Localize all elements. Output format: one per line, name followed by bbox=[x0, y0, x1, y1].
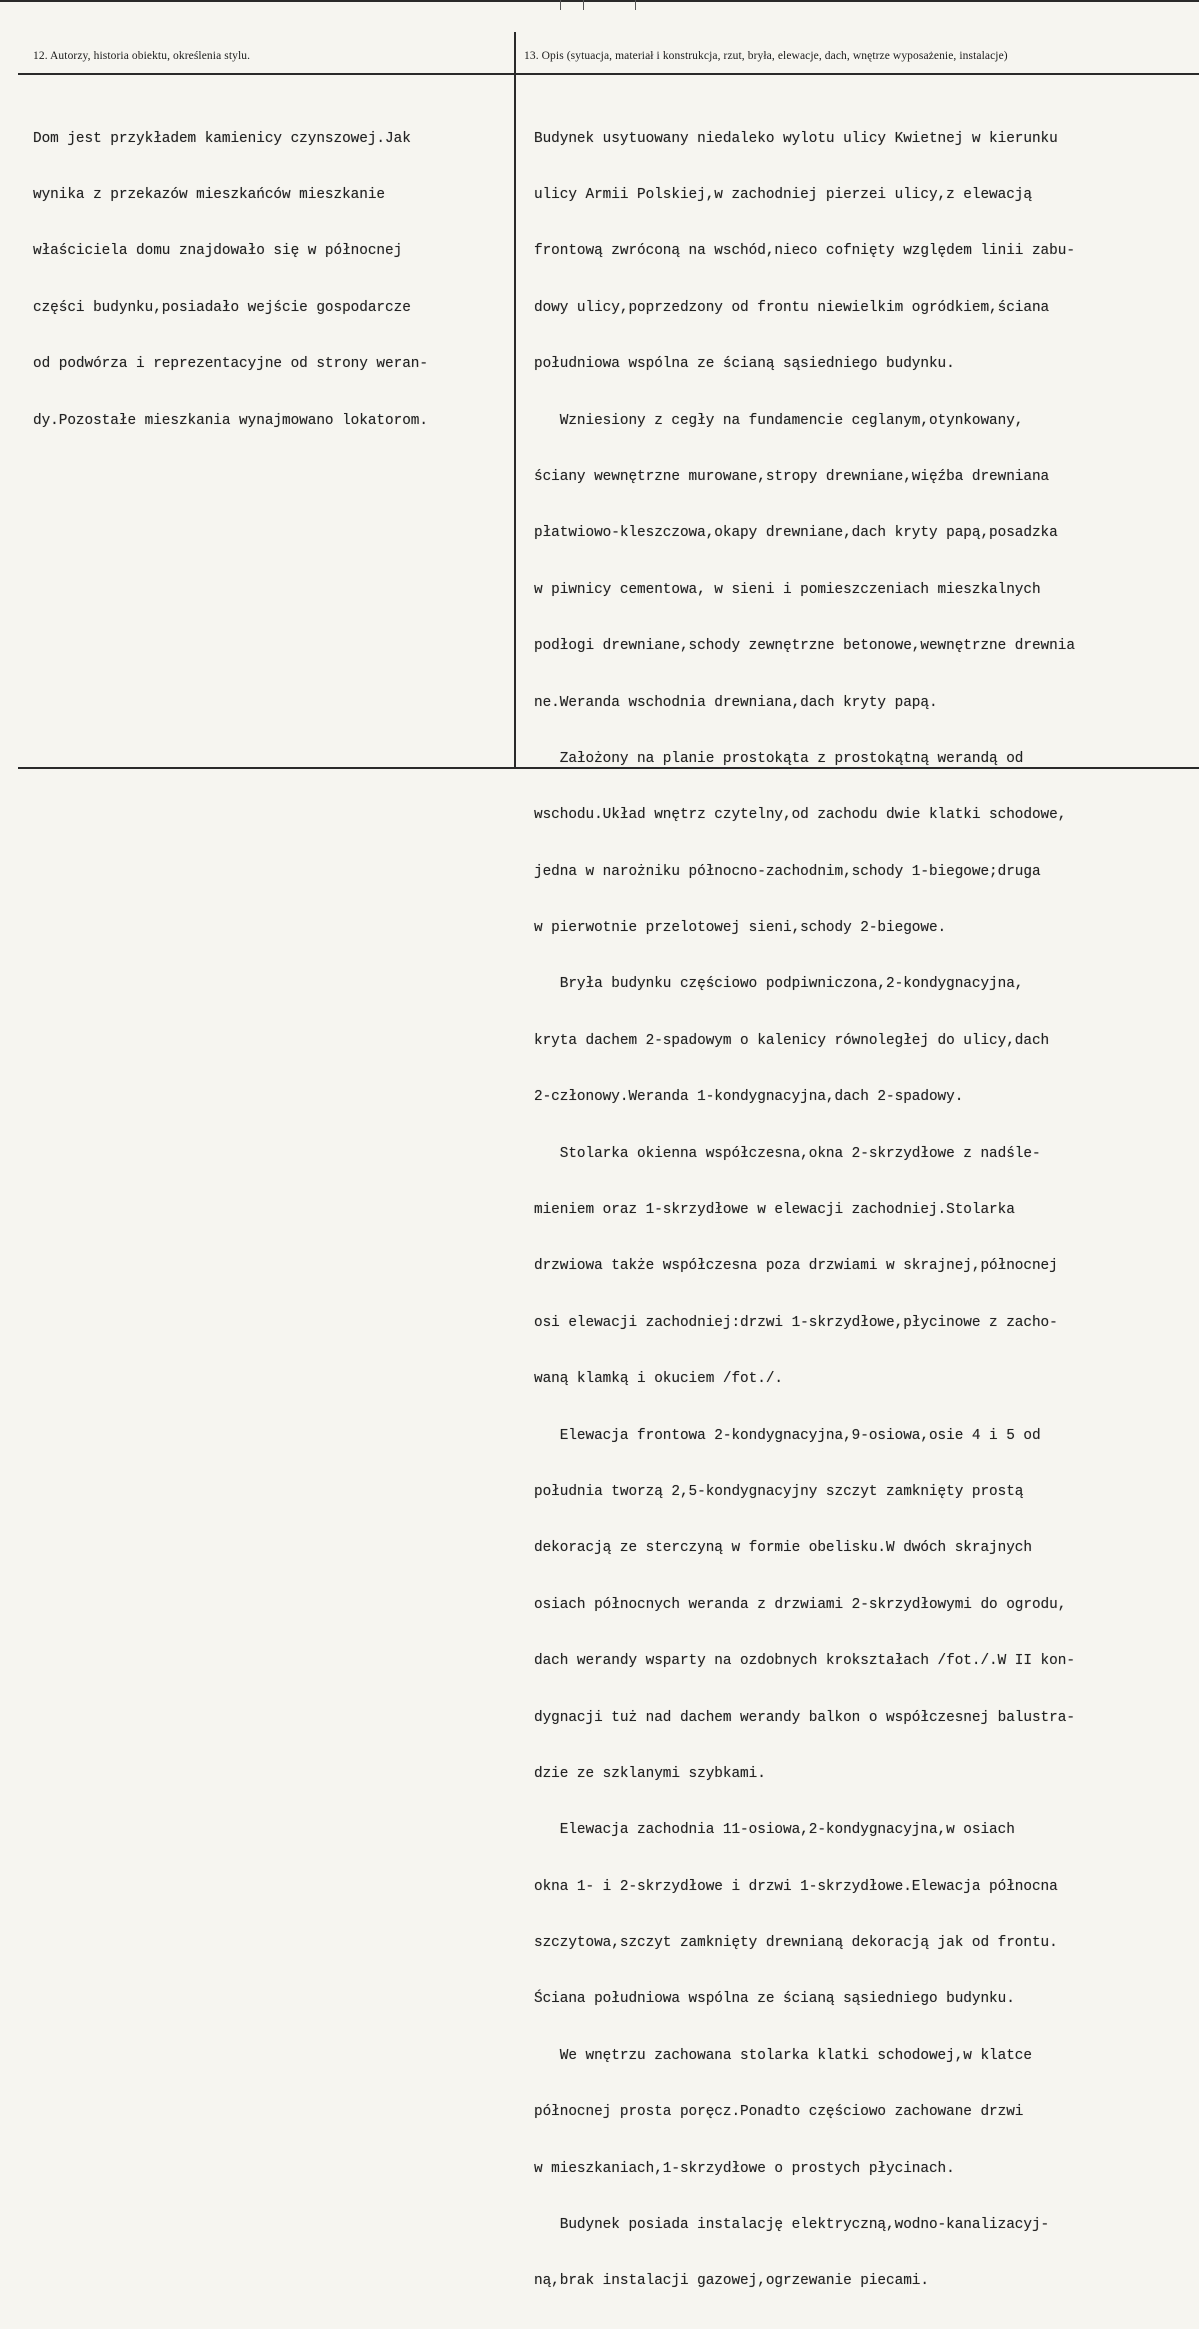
text-line: części budynku,posiadało wejście gospodarcze bbox=[33, 299, 411, 316]
header-divider-line bbox=[18, 73, 1199, 75]
section-13-header: 13. Opis (sytuacja, materiał i konstrukcja, rzut, bryła, elewacje, dach, wnętrze wyposażenie, instalacje) bbox=[524, 50, 1008, 62]
text-line: ną,brak instalacji gazowej,ogrzewanie piecami. bbox=[534, 2273, 929, 2290]
text-line: osiach północnych weranda z drzwiami 2-skrzydłowymi do ogrodu, bbox=[534, 1596, 1067, 1613]
text-line: drzwiowa także współczesna poza drzwiami w skrajnej,północnej bbox=[534, 1258, 1058, 1275]
text-line: We wnętrzu zachowana stolarka klatki schodowej,w klatce bbox=[534, 2047, 1032, 2064]
text-line: osi elewacji zachodniej:drzwi 1-skrzydłowe,płycinowe z zacho- bbox=[534, 1314, 1058, 1331]
text-line: Dom jest przykładem kamienicy czynszowej.Jak bbox=[33, 130, 411, 147]
text-line: waną klamką i okuciem /fot./. bbox=[534, 1371, 783, 1388]
section-13-typed-text bbox=[534, 92, 1075, 2329]
text-line: dach werandy wsparty na ozdobnych krokształach /fot./.W II kon- bbox=[534, 1653, 1075, 1670]
text-line: okna 1- i 2-skrzydłowe i drzwi 1-skrzydłowe.Elewacja północna bbox=[534, 1878, 1058, 1895]
text-line: Elewacja frontowa 2-kondygnacyjna,9-osiowa,osie 4 i 5 od bbox=[534, 1427, 1041, 1444]
top-tick-mark bbox=[635, 0, 636, 10]
text-line: Budynek usytuowany niedaleko wylotu ulicy Kwietnej w kierunku bbox=[534, 130, 1058, 147]
text-line: południowa wspólna ze ścianą sąsiedniego budynku. bbox=[534, 356, 955, 373]
text-line: ściany wewnętrzne murowane,stropy drewniane,więźba drewniana bbox=[534, 468, 1050, 485]
text-line: w mieszkaniach,1-skrzydłowe o prostych płycinach. bbox=[534, 2160, 955, 2177]
text-line: podłogi drewniane,schody zewnętrzne betonowe,wewnętrzne drewnia bbox=[534, 638, 1075, 655]
text-line: dy.Pozostałe mieszkania wynajmowano lokatorom. bbox=[33, 412, 428, 429]
text-line: Założony na planie prostokąta z prostokątną werandą od bbox=[534, 750, 1024, 767]
text-line: północnej prosta poręcz.Ponadto częściowo zachowane drzwi bbox=[534, 2104, 1024, 2121]
text-line: kryta dachem 2-spadowym o kalenicy równoległej do ulicy,dach bbox=[534, 1032, 1050, 1049]
top-tick-mark bbox=[583, 0, 584, 10]
text-line: południa tworzą 2,5-kondygnacyjny szczyt zamknięty prostą bbox=[534, 1483, 1024, 1500]
text-line: mieniem oraz 1-skrzydłowe w elewacji zachodniej.Stolarka bbox=[534, 1202, 1015, 1219]
text-line: Ściana południowa wspólna ze ścianą sąsiedniego budynku. bbox=[534, 1991, 1015, 2008]
text-line: frontową zwróconą na wschód,nieco cofnięty względem linii zabu- bbox=[534, 243, 1075, 260]
text-line: ulicy Armii Polskiej,w zachodniej pierzei ulicy,z elewacją bbox=[534, 186, 1032, 203]
text-line: dowy ulicy,poprzedzony od frontu niewielkim ogródkiem,ściana bbox=[534, 299, 1050, 316]
text-line: w piwnicy cementowa, w sieni i pomieszczeniach mieszkalnych bbox=[534, 581, 1041, 598]
text-line: od podwórza i reprezentacyjne od strony weran- bbox=[33, 356, 428, 373]
text-line: Stolarka okienna współczesna,okna 2-skrzydłowe z nadśle- bbox=[534, 1145, 1041, 1162]
top-tick-mark bbox=[560, 0, 561, 10]
text-line: Wzniesiony z cegły na fundamencie ceglanym,otynkowany, bbox=[534, 412, 1024, 429]
text-line: Elewacja zachodnia 11-osiowa,2-kondygnacyjna,w osiach bbox=[534, 1822, 1015, 1839]
text-line: właściciela domu znajdowało się w północnej bbox=[33, 243, 403, 260]
text-line: dzie ze szklanymi szybkami. bbox=[534, 1765, 766, 1782]
text-line: wschodu.Układ wnętrz czytelny,od zachodu dwie klatki schodowe, bbox=[534, 807, 1067, 824]
text-line: płatwiowo-kleszczowa,okapy drewniane,dach kryty papą,posadzka bbox=[534, 525, 1058, 542]
text-line: w pierwotnie przelotowej sieni,schody 2-biegowe. bbox=[534, 920, 947, 937]
text-line: szczytowa,szczyt zamknięty drewnianą dekoracją jak od frontu. bbox=[534, 1935, 1058, 1952]
text-line: Budynek posiada instalację elektryczną,wodno-kanalizacyj- bbox=[534, 2217, 1050, 2234]
column-divider-line bbox=[514, 32, 516, 768]
text-line: ne.Weranda wschodnia drewniana,dach kryty papą. bbox=[534, 694, 938, 711]
section-12-typed-text bbox=[33, 92, 428, 468]
text-line: Bryła budynku częściowo podpiwniczona,2-kondygnacyjna, bbox=[534, 976, 1024, 993]
section-12-header: 12. Autorzy, historia obiektu, określenia stylu. bbox=[33, 50, 251, 62]
text-line: jedna w narożniku północno-zachodnim,schody 1-biegowe;druga bbox=[534, 863, 1041, 880]
text-line: wynika z przekazów mieszkańców mieszkanie bbox=[33, 186, 386, 203]
text-line: 2-członowy.Weranda 1-kondygnacyjna,dach 2-spadowy. bbox=[534, 1089, 964, 1106]
text-line: dekoracją ze sterczyną w formie obelisku.W dwóch skrajnych bbox=[534, 1540, 1032, 1557]
text-line: dygnacji tuż nad dachem werandy balkon o współczesnej balustra- bbox=[534, 1709, 1075, 1726]
top-border-line bbox=[0, 0, 1199, 2]
